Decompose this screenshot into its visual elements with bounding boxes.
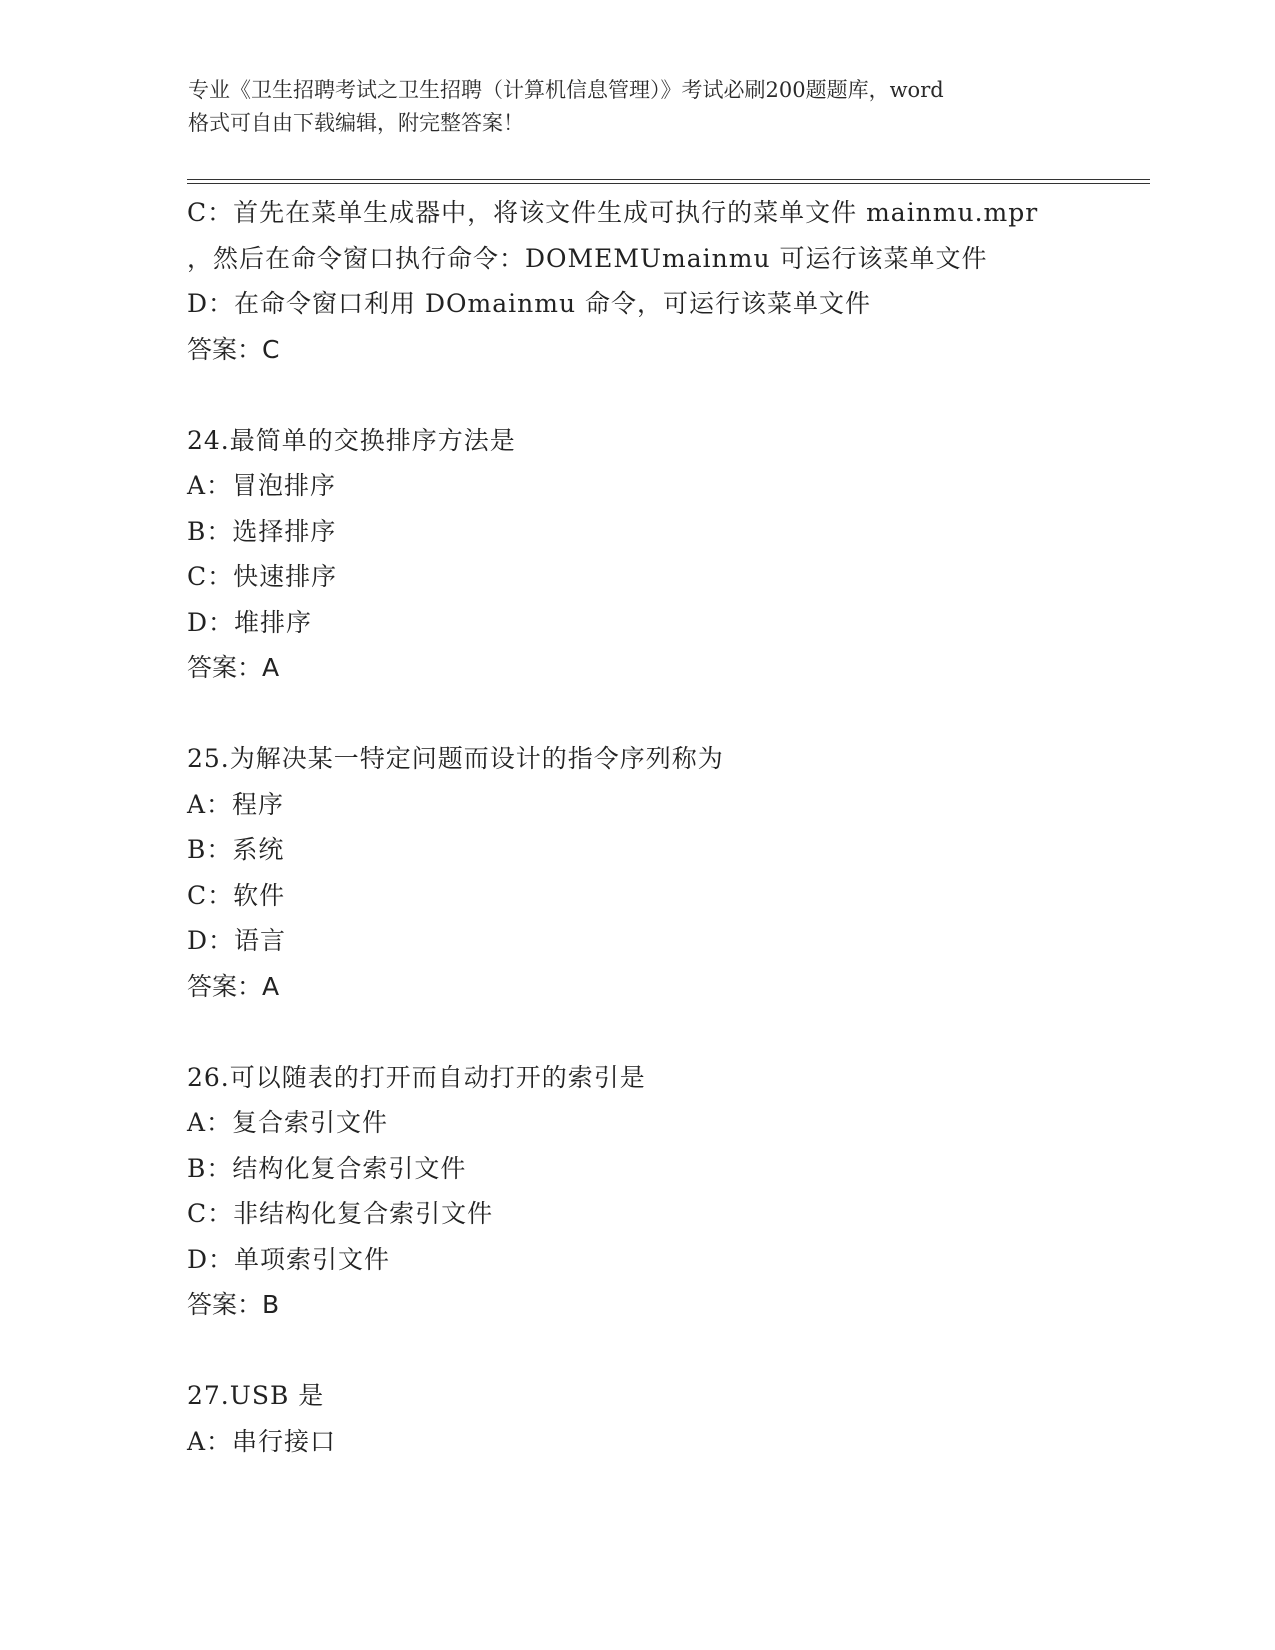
option-d: D：堆排序 [187,607,313,637]
question-stem: 27.USB 是 [187,1381,325,1410]
option-b: B：系统 [187,835,285,864]
option-a: A：程序 [187,789,285,819]
option-c-continued: ，然后在命令窗口执行命令：DOMEMUmainmu 可运行该菜单文件 [187,243,988,273]
answer-line: 答案：A [187,653,280,682]
header-divider-top [187,179,1150,180]
option-c: C：首先在菜单生成器中，将该文件生成可执行的菜单文件 mainmu.mpr [187,198,1039,227]
answer-line: 答案：C [187,334,280,364]
option-c: C：软件 [187,880,286,910]
question-stem: 25.为解决某一特定问题而设计的指令序列称为 [187,744,724,773]
option-a: A：串行接口 [187,1426,337,1456]
document-header [188,74,1088,140]
option-b: B：结构化复合索引文件 [187,1153,467,1183]
option-c: C：快速排序 [187,562,338,591]
header-title-line-2: 格式可自由下载编辑，附完整答案！ [188,111,524,135]
question-block-27 [187,1373,1087,1464]
option-d: D：单项索引文件 [187,1244,391,1274]
answer-line: 答案：B [187,1290,280,1319]
question-stem: 26.可以随表的打开而自动打开的索引是 [187,1062,646,1092]
question-stem: 24.最简单的交换排序方法是 [187,425,516,455]
option-c: C：非结构化复合索引文件 [187,1199,494,1228]
question-block-25 [187,736,1087,1009]
question-block-23-continued [187,190,1087,372]
option-a: A：冒泡排序 [187,471,337,500]
option-b: B：选择排序 [187,516,337,546]
header-title-line-1: 专业《卫生招聘考试之卫生招聘（计算机信息管理）》考试必刷200题题库，word [188,78,944,102]
question-list [187,190,1087,1464]
header-divider-bottom [187,183,1150,184]
option-d: D：语言 [187,926,287,955]
answer-line: 答案：A [187,971,280,1001]
option-a: A：复合索引文件 [187,1108,389,1137]
question-block-24 [187,418,1087,691]
question-block-26 [187,1055,1087,1328]
option-d: D：在命令窗口利用 DOmainmu 命令，可运行该菜单文件 [187,289,871,318]
